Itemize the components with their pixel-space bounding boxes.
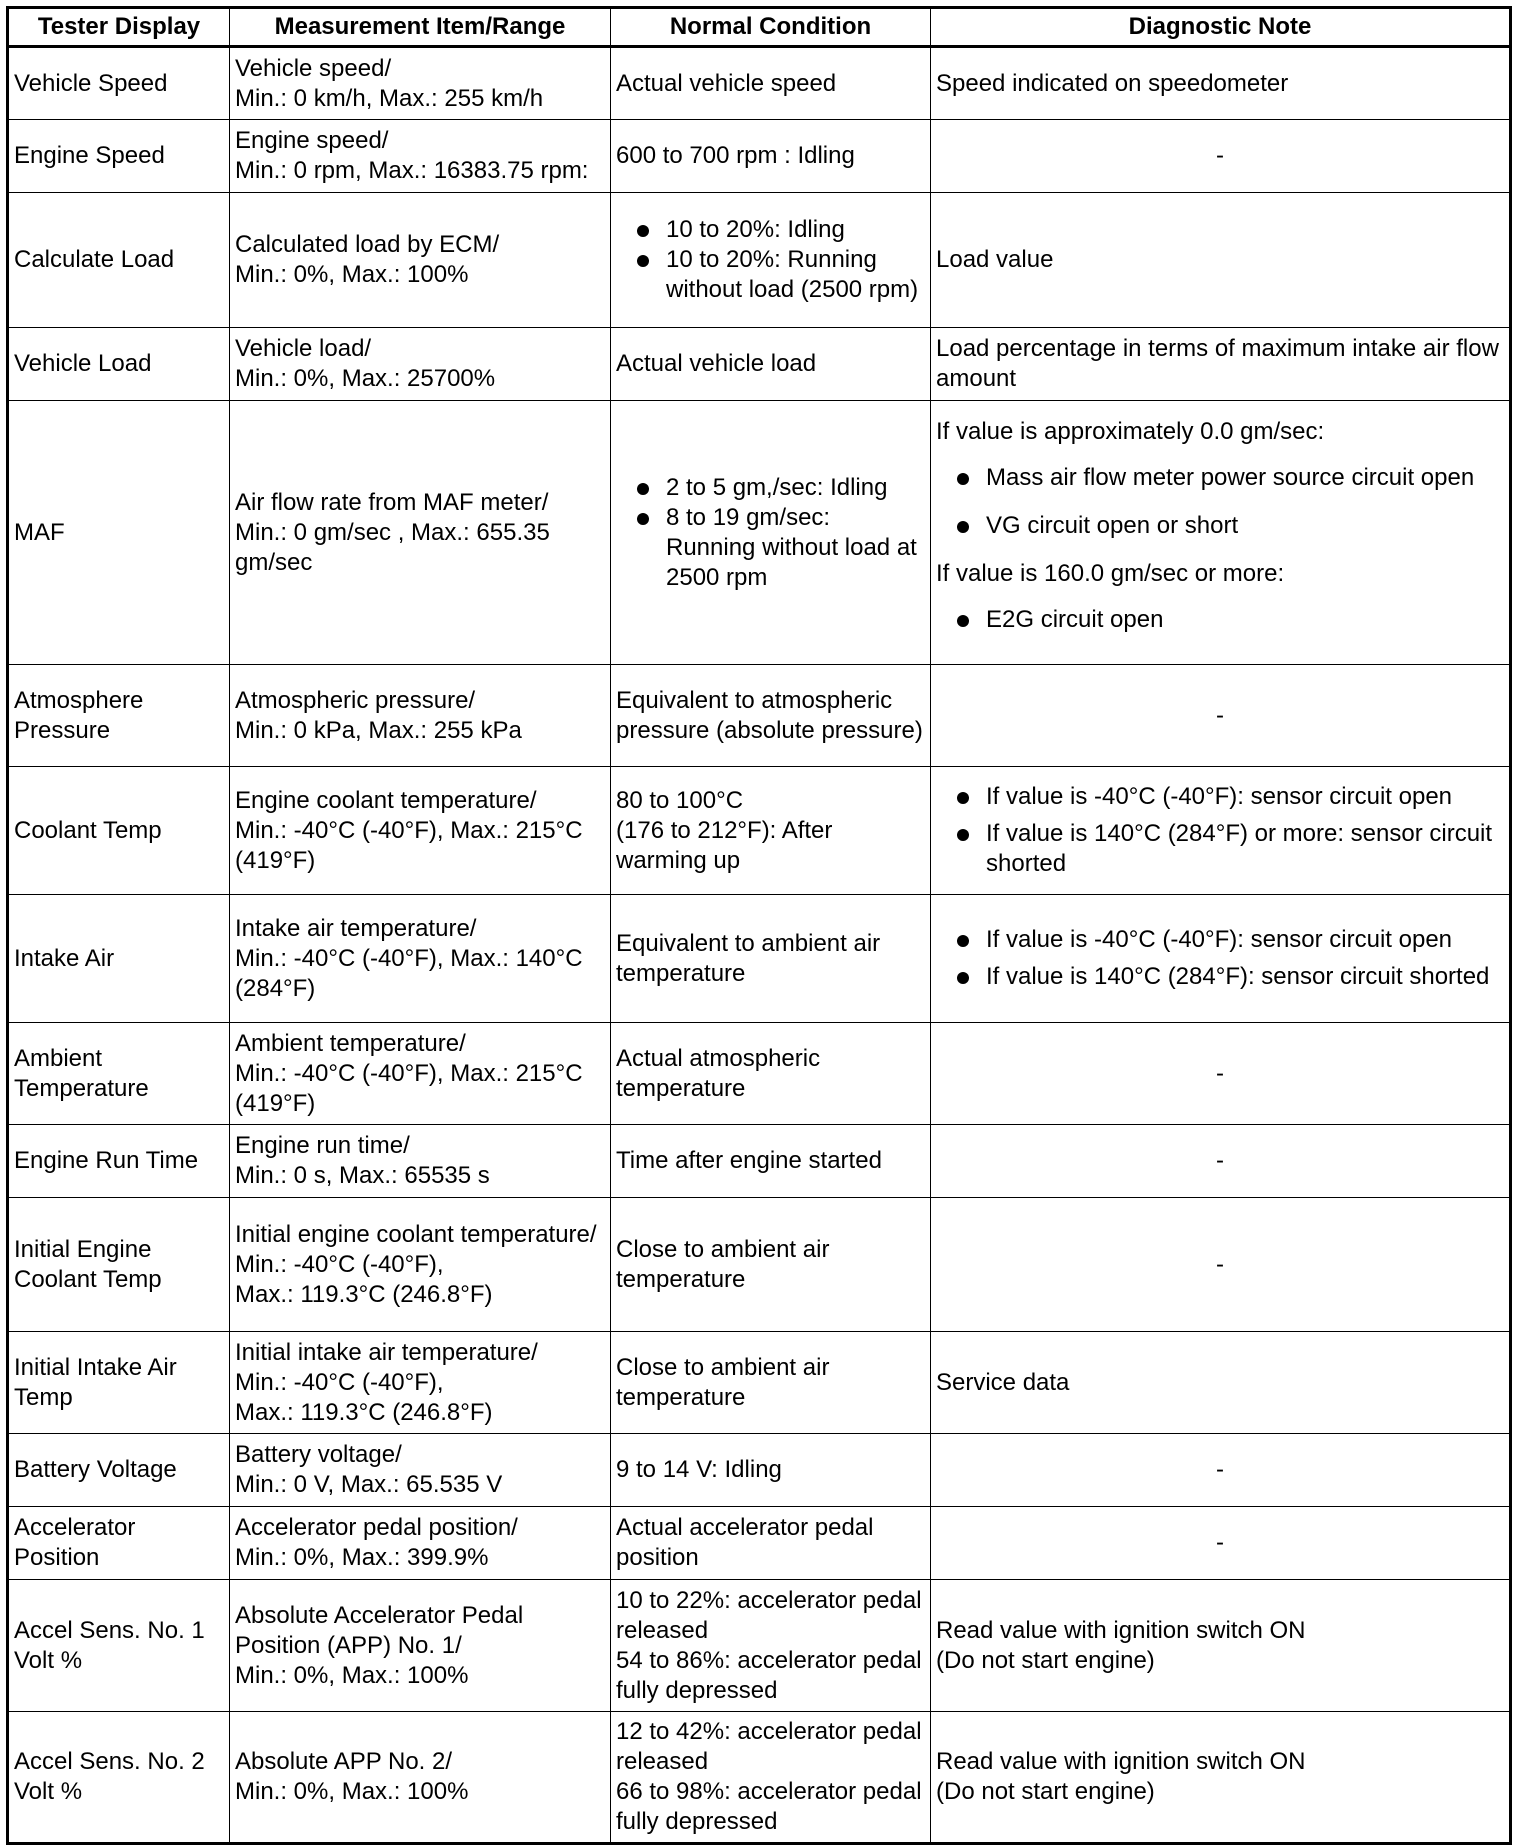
diagnostic-note-cell [931, 401, 1511, 665]
tester-display-cell: Coolant Temp [8, 767, 230, 895]
tester-display-cell: Accel Sens. No. 1 Volt % [8, 1580, 230, 1712]
normal-condition-cell: Equivalent to atmospheric pressure (absolute pressure) [611, 665, 931, 767]
tester-display-cell: Atmosphere Pressure [8, 665, 230, 767]
table-row [8, 1198, 1511, 1332]
measurement-range-cell: Engine run time/ Min.: 0 s, Max.: 65535 s [230, 1125, 611, 1198]
tester-display-cell: MAF [8, 401, 230, 665]
diagnostic-note-cell: Load value [931, 193, 1511, 328]
table-row [8, 1580, 1511, 1712]
tester-display-cell: Engine Run Time [8, 1125, 230, 1198]
normal-condition-cell: 80 to 100°C (176 to 212°F): After warming up [611, 767, 931, 895]
bullet-item: 8 to 19 gm/sec: Running without load at 2500 rpm [616, 503, 925, 593]
table-row [8, 1507, 1511, 1580]
measurement-range-cell: Calculated load by ECM/ Min.: 0%, Max.: 100% [230, 193, 611, 328]
note-intro-text: If value is approximately 0.0 gm/sec: [936, 417, 1325, 445]
tester-display-cell: Engine Speed [8, 120, 230, 193]
table-row [8, 401, 1511, 665]
diagnostic-note-cell: Read value with ignition switch ON (Do not start engine) [931, 1580, 1511, 1712]
measurement-range-cell: Air flow rate from MAF meter/ Min.: 0 gm/sec , Max.: 655.35 gm/sec [230, 401, 611, 665]
measurement-range-cell: Accelerator pedal position/ Min.: 0%, Max.: 399.9% [230, 1507, 611, 1580]
tester-display-cell: Calculate Load [8, 193, 230, 328]
bullet-item: If value is 140°C (284°F) or more: sensor circuit shorted [936, 819, 1504, 879]
diagnostic-note-cell: Speed indicated on speedometer [931, 47, 1511, 120]
bullet-list [936, 463, 1504, 541]
bullet-item: E2G circuit open [936, 605, 1504, 635]
tester-display-cell: Vehicle Load [8, 328, 230, 401]
diagnostic-note-cell: Load percentage in terms of maximum intake air flow amount [931, 328, 1511, 401]
table-row [8, 1434, 1511, 1507]
bullet-item: Mass air flow meter power source circuit open [936, 463, 1504, 493]
tester-display-cell: Intake Air [8, 895, 230, 1023]
header-measurement-item: Measurement Item/Range [230, 8, 611, 47]
table-row [8, 767, 1511, 895]
diagnostic-note-cell: - [931, 1198, 1511, 1332]
table-row [8, 1125, 1511, 1198]
header-tester-display: Tester Display [8, 8, 230, 47]
measurement-range-cell: Intake air temperature/ Min.: -40°C (-40°F), Max.: 140°C (284°F) [230, 895, 611, 1023]
measurement-range-cell: Absolute Accelerator Pedal Position (APP) No. 1/ Min.: 0%, Max.: 100% [230, 1580, 611, 1712]
bullet-list [936, 782, 1504, 879]
header-normal-condition: Normal Condition [611, 8, 931, 47]
measurement-range-cell: Vehicle speed/ Min.: 0 km/h, Max.: 255 km/h [230, 47, 611, 120]
normal-condition-cell: 10 to 22%: accelerator pedal released 54 to 86%: accelerator pedal fully depressed [611, 1580, 931, 1712]
normal-condition-cell: 9 to 14 V: Idling [611, 1434, 931, 1507]
tester-display-cell: Initial Intake Air Temp [8, 1332, 230, 1434]
bullet-list [936, 605, 1504, 635]
bullet-list [616, 215, 925, 305]
normal-condition-cell: 12 to 42%: accelerator pedal released 66 to 98%: accelerator pedal fully depressed [611, 1712, 931, 1844]
bullet-item: VG circuit open or short [936, 511, 1504, 541]
normal-condition-cell: Equivalent to ambient air temperature [611, 895, 931, 1023]
measurement-range-cell: Ambient temperature/ Min.: -40°C (-40°F), Max.: 215°C (419°F) [230, 1023, 611, 1125]
measurement-range-cell: Vehicle load/ Min.: 0%, Max.: 25700% [230, 328, 611, 401]
bullet-item: If value is -40°C (-40°F): sensor circuit open [936, 925, 1504, 955]
table-row [8, 1332, 1511, 1434]
tester-display-cell: Ambient Temperature [8, 1023, 230, 1125]
note-intro-text: If value is 160.0 gm/sec or more: [936, 559, 1285, 587]
bullet-list [936, 925, 1504, 992]
diagnostic-note-cell [931, 895, 1511, 1023]
diagnostic-note-cell [931, 767, 1511, 895]
table-row [8, 47, 1511, 120]
tester-display-cell: Accel Sens. No. 2 Volt % [8, 1712, 230, 1844]
diagnostic-note-cell: - [931, 665, 1511, 767]
tester-display-cell: Vehicle Speed [8, 47, 230, 120]
tester-display-cell: Battery Voltage [8, 1434, 230, 1507]
diagnostic-note-cell: Read value with ignition switch ON (Do not start engine) [931, 1712, 1511, 1844]
table-row [8, 665, 1511, 767]
measurement-range-cell: Atmospheric pressure/ Min.: 0 kPa, Max.: 255 kPa [230, 665, 611, 767]
bullet-item: 10 to 20%: Running without load (2500 rpm) [616, 245, 925, 305]
table-row [8, 120, 1511, 193]
normal-condition-cell: Actual accelerator pedal position [611, 1507, 931, 1580]
normal-condition-cell: Close to ambient air temperature [611, 1198, 931, 1332]
measurement-range-cell: Engine coolant temperature/ Min.: -40°C (-40°F), Max.: 215°C (419°F) [230, 767, 611, 895]
normal-condition-cell: 600 to 700 rpm : Idling [611, 120, 931, 193]
bullet-item: 10 to 20%: Idling [616, 215, 925, 245]
table-row [8, 1712, 1511, 1844]
bullet-list [616, 473, 925, 593]
normal-condition-cell: Time after engine started [611, 1125, 931, 1198]
normal-condition-cell: Actual vehicle speed [611, 47, 931, 120]
diagnostic-note-cell: - [931, 1434, 1511, 1507]
measurement-range-cell: Engine speed/ Min.: 0 rpm, Max.: 16383.75 rpm: [230, 120, 611, 193]
table-row [8, 193, 1511, 328]
header-diagnostic-note: Diagnostic Note [931, 8, 1511, 47]
diagnostic-note-cell: Service data [931, 1332, 1511, 1434]
bullet-item: If value is 140°C (284°F): sensor circuit shorted [936, 962, 1504, 992]
diagnostic-note-cell: - [931, 120, 1511, 193]
tester-display-cell: Initial Engine Coolant Temp [8, 1198, 230, 1332]
measurement-range-cell: Initial intake air temperature/ Min.: -40°C (-40°F), Max.: 119.3°C (246.8°F) [230, 1332, 611, 1434]
diagnostic-note-cell: - [931, 1507, 1511, 1580]
normal-condition-cell: Actual atmospheric temperature [611, 1023, 931, 1125]
diagnostic-note-cell: - [931, 1023, 1511, 1125]
normal-condition-cell [611, 401, 931, 665]
bullet-item: 2 to 5 gm,/sec: Idling [616, 473, 925, 503]
table-header-row [8, 8, 1511, 47]
table-row [8, 328, 1511, 401]
data-list-table [6, 6, 1512, 1845]
measurement-range-cell: Absolute APP No. 2/ Min.: 0%, Max.: 100% [230, 1712, 611, 1844]
measurement-range-cell: Battery voltage/ Min.: 0 V, Max.: 65.535 V [230, 1434, 611, 1507]
normal-condition-cell: Close to ambient air temperature [611, 1332, 931, 1434]
normal-condition-cell [611, 193, 931, 328]
bullet-item: If value is -40°C (-40°F): sensor circuit open [936, 782, 1504, 812]
diagnostic-note-cell: - [931, 1125, 1511, 1198]
normal-condition-cell: Actual vehicle load [611, 328, 931, 401]
table-row [8, 895, 1511, 1023]
table-row [8, 1023, 1511, 1125]
measurement-range-cell: Initial engine coolant temperature/ Min.: -40°C (-40°F), Max.: 119.3°C (246.8°F) [230, 1198, 611, 1332]
tester-display-cell: Accelerator Position [8, 1507, 230, 1580]
